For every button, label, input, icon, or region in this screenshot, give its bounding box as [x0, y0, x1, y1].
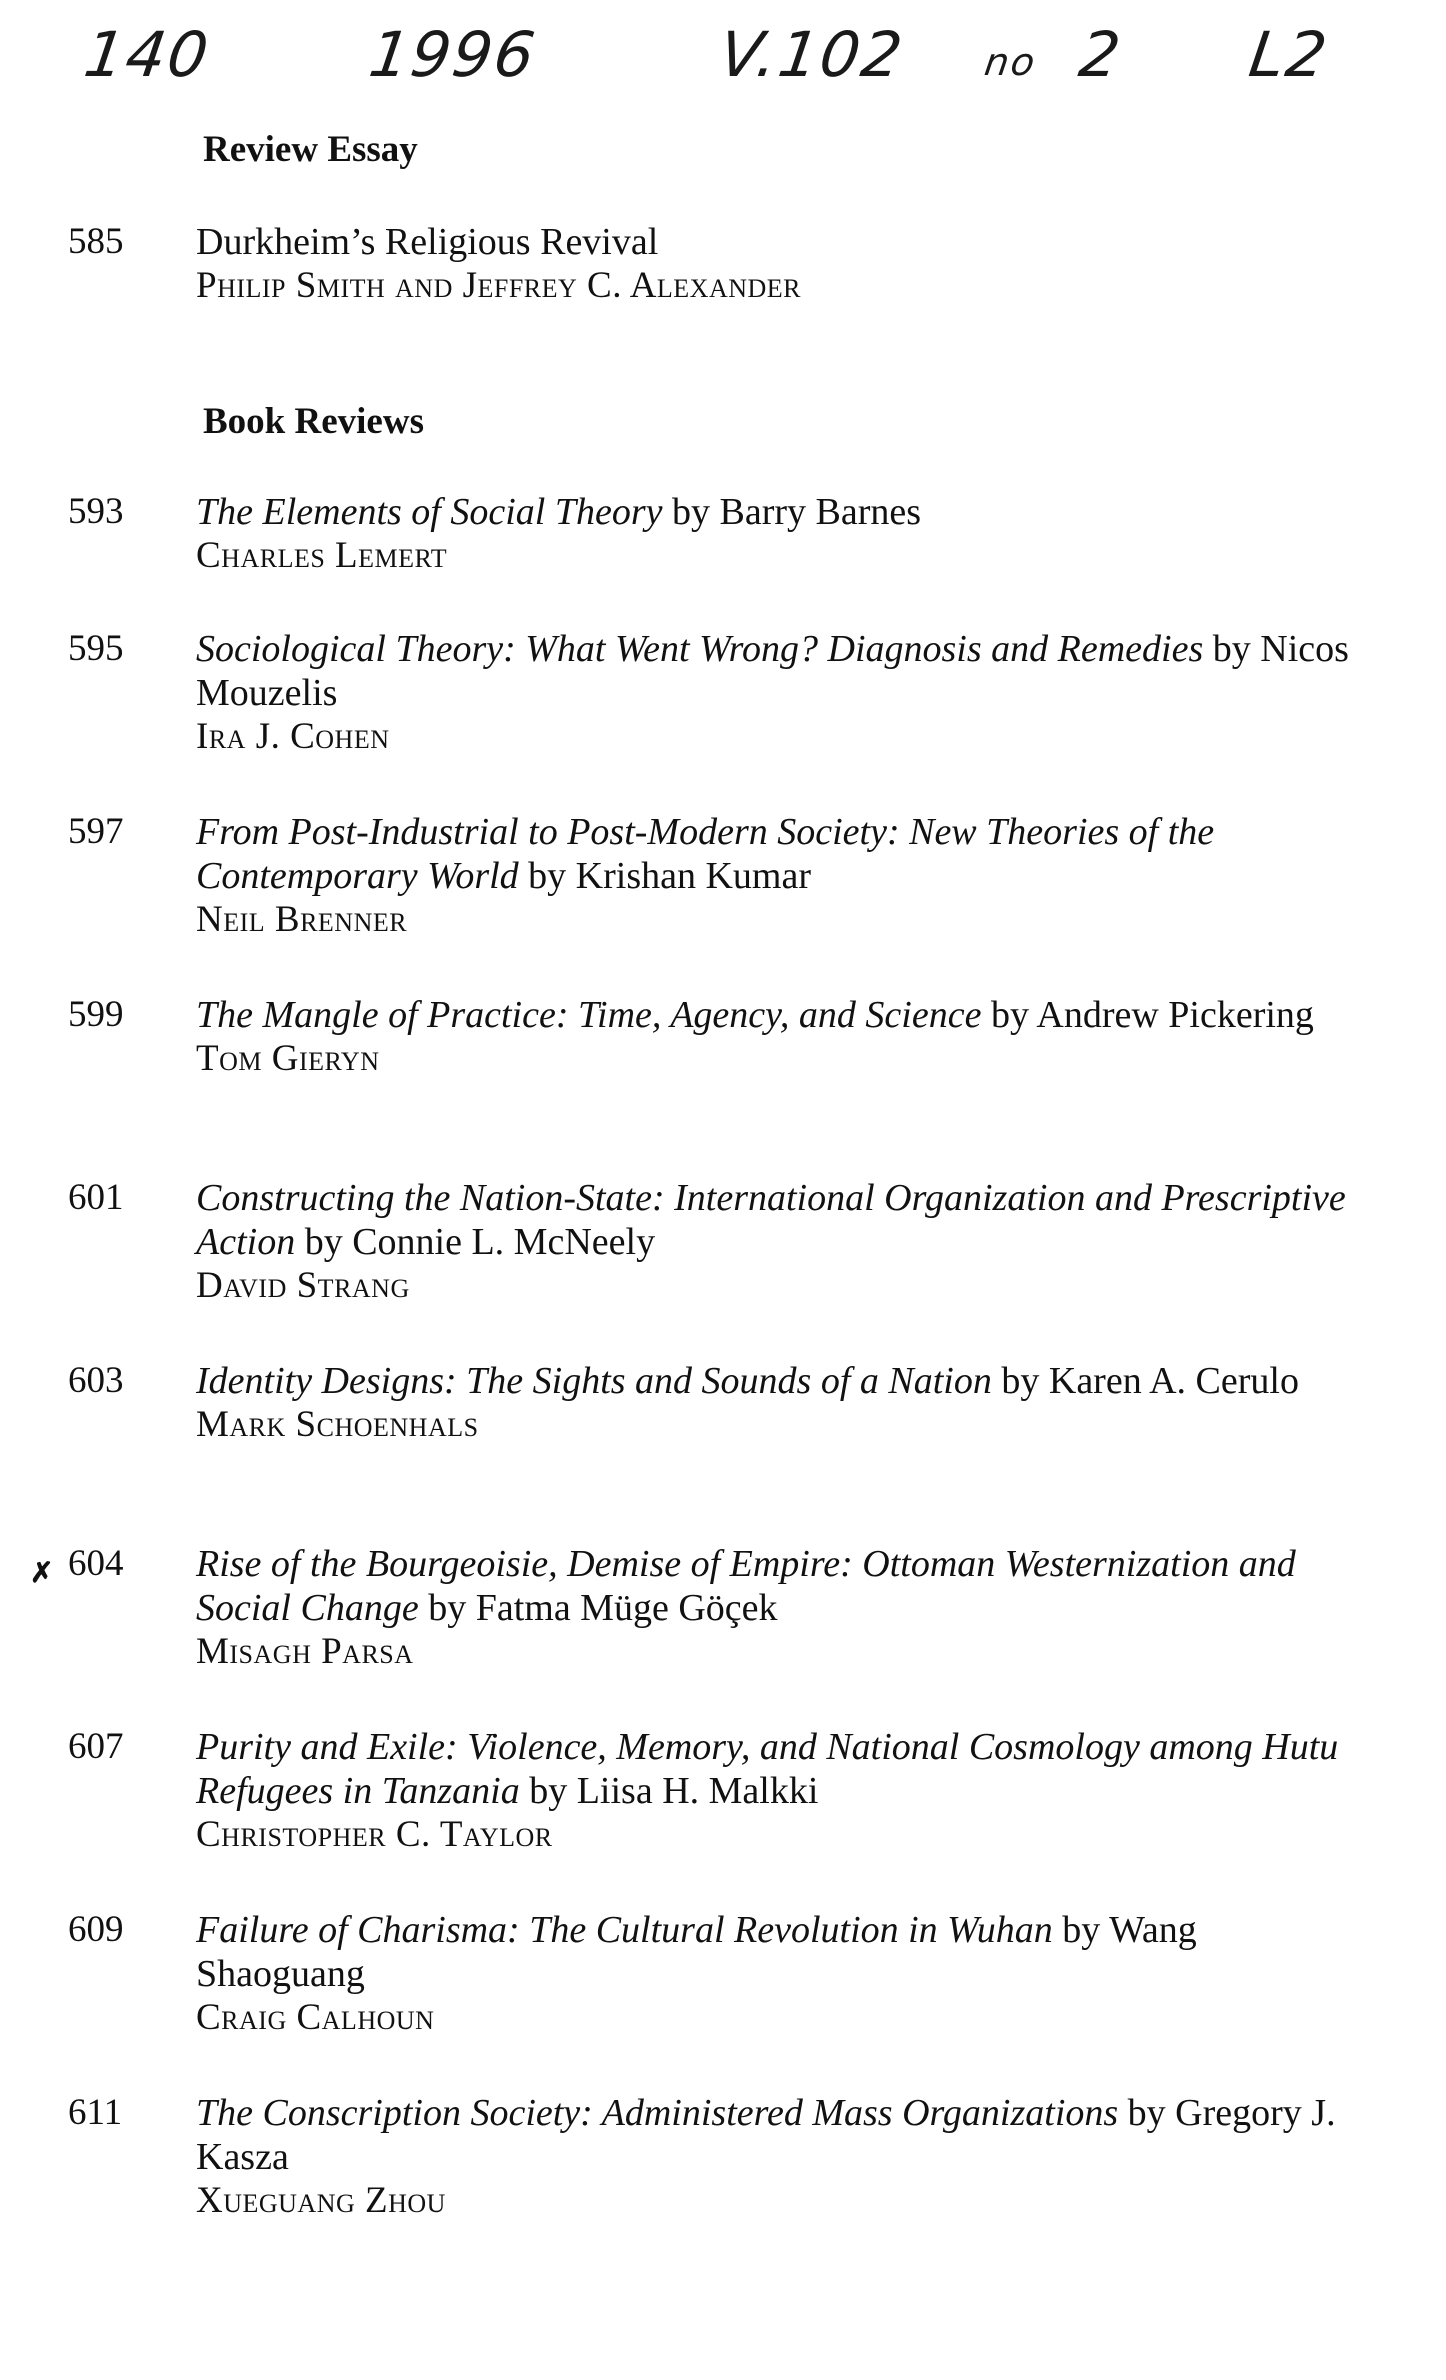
reviewer-name: Charles Lemert — [196, 535, 448, 576]
reviewer-name: Tom Gieryn — [196, 1038, 380, 1079]
book-author: by Fatma Müge Göçek — [418, 1587, 778, 1629]
reviewer-name: David Strang — [196, 1265, 410, 1306]
book-author: by Andrew Pickering — [981, 994, 1314, 1036]
book-title: Sociological Theory: What Went Wrong? Diagnosis and Remedies — [196, 628, 1204, 670]
page-number: 603 — [68, 1360, 124, 1401]
review-essay-heading: Review Essay — [203, 129, 418, 170]
entry-body — [196, 993, 1366, 1081]
book-author: by Nicos Mouzelis — [196, 628, 1349, 714]
reviewer-name: Mark Schoenhals — [196, 1404, 479, 1445]
entry-body — [196, 490, 1366, 578]
entry-body — [196, 1725, 1366, 1857]
entry-body — [196, 2091, 1366, 2223]
entry-body — [196, 220, 1366, 308]
book-title: Purity and Exile: Violence, Memory, and National Cosmology among Hutu Refugees in Tanzania — [196, 1726, 1339, 1812]
book-reviews-heading: Book Reviews — [203, 401, 424, 442]
handwritten-year: 1996 — [364, 18, 541, 91]
reviewer-name: Ira J. Cohen — [196, 716, 390, 757]
page-number: 585 — [68, 221, 124, 262]
book-author: by Gregory J. Kasza — [196, 2092, 1336, 2178]
page-number: 609 — [68, 1909, 124, 1950]
handwritten-issue-mark: no — [981, 40, 1040, 84]
book-author: by Krishan Kumar — [518, 855, 812, 897]
handwritten-volume: V.102 — [714, 18, 909, 91]
handwritten-call-number: 140 — [79, 18, 215, 91]
essay-title: Durkheim’s Religious Revival — [196, 221, 659, 263]
page-number: 604 — [68, 1543, 124, 1584]
book-author: by Wang Shaoguang — [196, 1909, 1197, 1995]
entry-body — [196, 1542, 1366, 1674]
entry-body — [196, 1176, 1366, 1308]
handwritten-shelf-mark: L2 — [1244, 18, 1334, 91]
essay-authors: Philip Smith and Jeffrey C. Alexander — [196, 265, 802, 306]
book-author: by Karen A. Cerulo — [991, 1360, 1299, 1402]
book-title: The Elements of Social Theory — [196, 491, 663, 533]
entry-body — [196, 627, 1366, 759]
margin-mark-icon: ✗ — [30, 1558, 54, 1589]
book-author: by Liisa H. Malkki — [519, 1770, 819, 1812]
entry-body — [196, 1359, 1366, 1447]
page-number: 599 — [68, 994, 124, 1035]
handwritten-issue-number: 2 — [1074, 18, 1127, 91]
handwritten-annotation — [80, 18, 1380, 108]
page-number: 593 — [68, 491, 124, 532]
book-title: Constructing the Nation-State: International Organization and Prescriptive Action — [196, 1177, 1346, 1263]
reviewer-name: Christopher C. Taylor — [196, 1814, 553, 1855]
page-number: 601 — [68, 1177, 124, 1218]
book-title: The Mangle of Practice: Time, Agency, and Science — [196, 994, 982, 1036]
book-title: The Conscription Society: Administered Mass Organizations — [196, 2092, 1119, 2134]
reviewer-name: Xueguang Zhou — [196, 2180, 446, 2221]
entry-body — [196, 810, 1366, 942]
book-title: Rise of the Bourgeoisie, Demise of Empire: Ottoman Westernization and Social Change — [196, 1543, 1296, 1629]
page-number: 597 — [68, 811, 124, 852]
book-author: by Barry Barnes — [662, 491, 922, 533]
book-title: Failure of Charisma: The Cultural Revolution in Wuhan — [196, 1909, 1053, 1951]
entry-body — [196, 1908, 1366, 2040]
book-author: by Connie L. McNeely — [295, 1221, 656, 1263]
reviewer-name: Craig Calhoun — [196, 1997, 435, 2038]
page-number: 595 — [68, 628, 124, 669]
book-title: From Post-Industrial to Post-Modern Society: New Theories of the Contemporary World — [196, 811, 1215, 897]
page-number: 611 — [68, 2092, 123, 2133]
reviewer-name: Misagh Parsa — [196, 1631, 414, 1672]
book-title: Identity Designs: The Sights and Sounds of a Nation — [196, 1360, 992, 1402]
reviewer-name: Neil Brenner — [196, 899, 408, 940]
page-number: 607 — [68, 1726, 124, 1767]
